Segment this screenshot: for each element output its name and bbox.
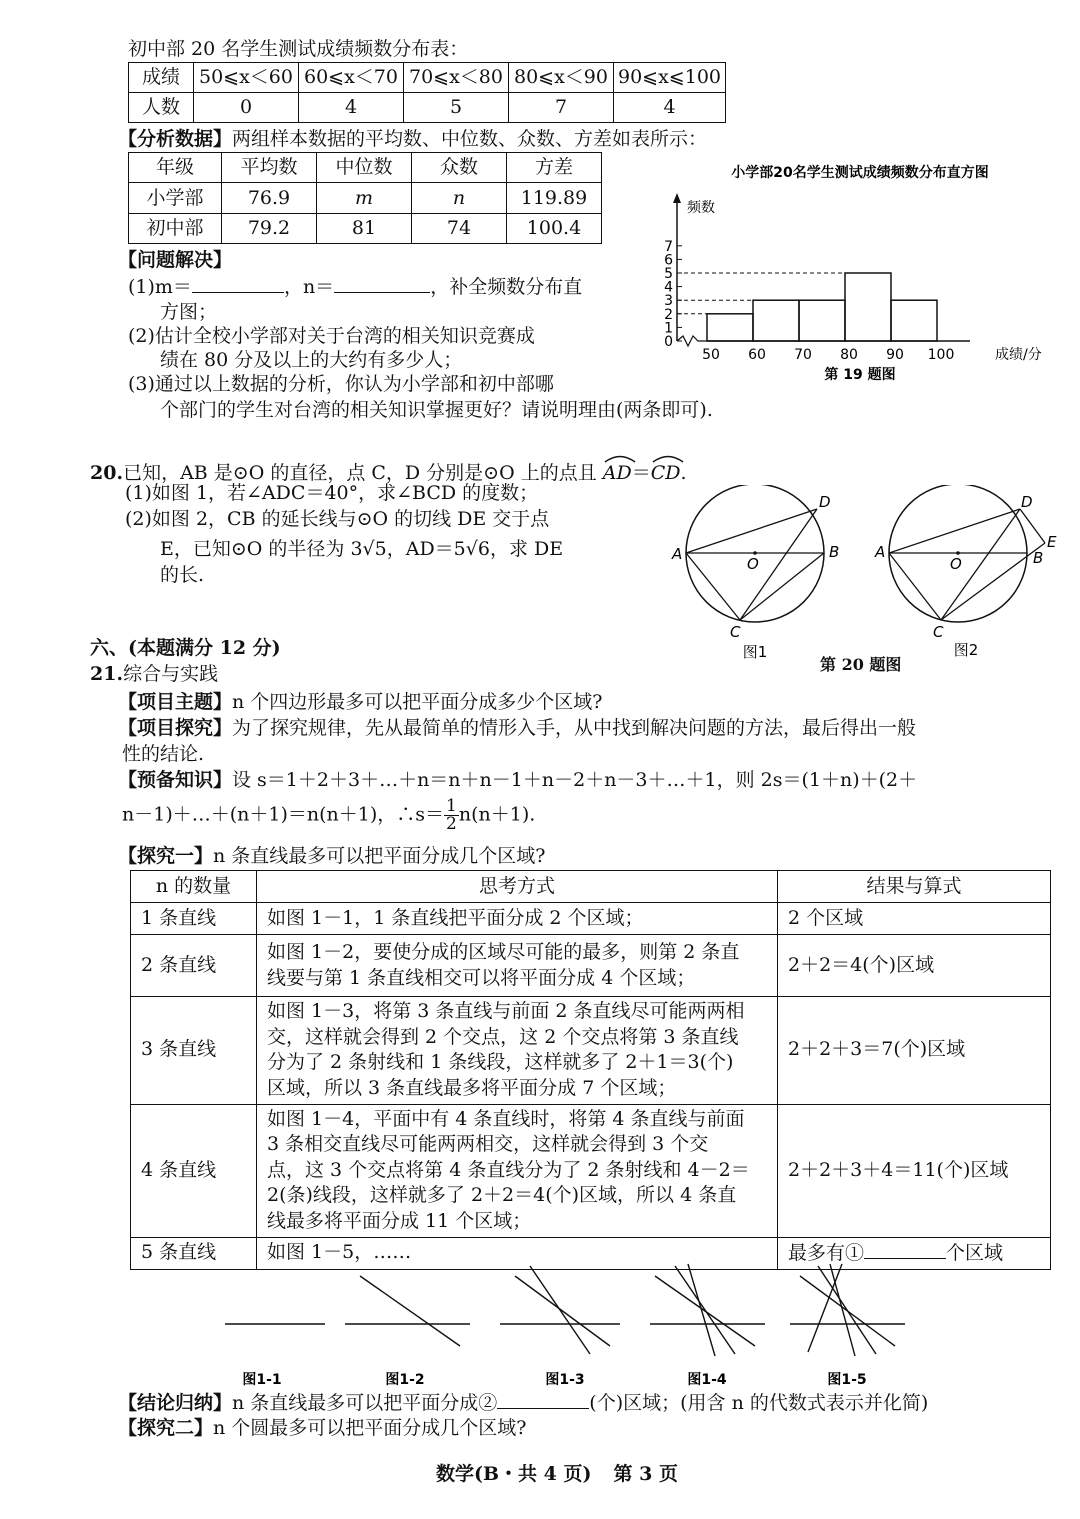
cell-line: 如图 1－3，将第 3 条直线与前面 2 条直线尽可能两两相	[267, 1000, 745, 1022]
table1-title: 初中部 20 名学生测试成绩频数分布表：	[128, 38, 469, 60]
q21-title: 综合与实践	[123, 663, 219, 685]
table-header: 众数	[412, 153, 507, 183]
table-cell: 50⩽x＜60	[194, 63, 299, 93]
histogram-bar	[753, 300, 799, 341]
figure-caption: 图1	[742, 643, 768, 661]
q20-stem-text: ＝	[631, 462, 651, 484]
explore1-text: n 条直线最多可以把平面分成几个区域?	[213, 845, 546, 867]
point-label: A	[672, 545, 683, 563]
cell-line: 3 条相交直线尽可能两两相交，这样就会得到 3 个交	[267, 1133, 709, 1156]
table-header: 结果与算式	[778, 871, 1051, 903]
explore-label: 【项目探究】	[118, 717, 233, 739]
fig1-3-line	[515, 1276, 610, 1346]
lines-exploration-table	[130, 870, 1051, 1270]
q19-part1-text: (1)m＝	[128, 276, 192, 298]
point-label: D	[819, 493, 831, 511]
conclusion-label: 【结论归纳】	[118, 1392, 233, 1414]
table-cell: 0	[194, 93, 299, 123]
y-tick-label: 0	[664, 334, 673, 350]
page-footer	[436, 1462, 678, 1487]
point-label: A	[875, 543, 886, 561]
cell-line: 如图 1－4，平面中有 4 条直线时，将第 4 条直线与前面	[267, 1107, 745, 1130]
x-tick-label: 60	[748, 347, 766, 363]
conclusion-text: n 条直线最多可以把平面分成②	[232, 1392, 498, 1414]
figure-caption: 图1-3	[545, 1372, 585, 1388]
q21-prep	[118, 768, 917, 793]
fig1-4-line	[675, 1266, 735, 1354]
table-cell: 7	[509, 93, 614, 123]
y-tick-label: 4	[664, 279, 673, 296]
figure-caption: 图1-5	[827, 1372, 867, 1388]
table-cell: 4	[614, 93, 726, 123]
table-cell: 80⩽x＜90	[509, 63, 614, 93]
table-cell: 人数	[129, 93, 194, 123]
frequency-table-junior	[128, 62, 726, 123]
point-label: C	[933, 623, 944, 641]
arc-mark-icon	[603, 453, 637, 463]
point-label: B	[829, 543, 840, 561]
theme-text: n 个四边形最多可以把平面分成多少个区域?	[232, 691, 603, 713]
fraction-denominator: 2	[446, 814, 457, 834]
y-tick-label: 7	[664, 238, 673, 255]
table-cell: 100.4	[507, 213, 602, 243]
prep-text: n(n＋1).	[458, 803, 536, 826]
table-cell	[257, 1104, 778, 1237]
arc-label: AD	[602, 462, 632, 484]
fraction	[444, 798, 459, 833]
footer-page-number: 第 3 页	[613, 1463, 678, 1485]
table-cell: 2＋2＋3＝7(个)区域	[778, 997, 1051, 1105]
q19-part1	[128, 274, 582, 300]
explore2-text: n 个圆最多可以把平面分成几个区域?	[213, 1417, 527, 1439]
q20-part2-cont: 的长.	[160, 564, 205, 586]
table-cell: 70⩽x＜80	[404, 63, 509, 93]
table-cell: 2＋2＋3＋4＝11(个)区域	[778, 1104, 1051, 1237]
y-axis-arrow	[673, 193, 681, 203]
table-cell	[257, 997, 778, 1105]
footer-subject: 数学(B・共 4 页)	[436, 1463, 592, 1485]
point-label: C	[730, 623, 741, 641]
q20-part2: (2)如图 2，CB 的延长线与⊙O 的切线 DE 交于点	[125, 508, 550, 530]
cell-line: 点，这 3 个交点将第 4 条直线分为了 2 条射线和 4－2＝	[267, 1158, 750, 1181]
q20-stem-text: 已知，AB 是⊙O 的直径，点 C，D 分别是⊙O 上的点且	[123, 462, 603, 484]
table-cell: 2＋2＝4(个)区域	[778, 935, 1051, 997]
answer-blank-2[interactable]	[497, 1390, 589, 1409]
q21-theme	[118, 690, 602, 715]
table-row	[131, 903, 1051, 935]
table-cell: 4	[299, 93, 404, 123]
figure-caption: 图1-2	[385, 1372, 425, 1388]
table-header: 思考方式	[257, 871, 778, 903]
table-row	[131, 1104, 1051, 1237]
x-tick-label: 50	[702, 347, 720, 363]
table-cell: 如图 1－5，……	[257, 1237, 778, 1269]
q19-part2: (2)估计全校小学部对关于台湾的相关知识竞赛成	[128, 325, 535, 347]
point-label: O	[747, 555, 759, 573]
figure-caption: 图1-1	[242, 1372, 282, 1388]
histogram-bar	[845, 273, 891, 341]
answer-blank-1[interactable]	[864, 1240, 946, 1259]
table-cell	[257, 935, 778, 997]
y-axis-label: 频数	[687, 200, 715, 216]
conclusion-text: (个)区域；(用含 n 的代数式表示并化简)	[589, 1392, 929, 1414]
q21-explore	[118, 716, 916, 741]
arc-ad	[603, 455, 632, 486]
question-number: 20.	[90, 462, 124, 484]
q21-prep-cont	[122, 798, 535, 833]
answer-blank-n[interactable]	[334, 274, 430, 293]
q20-figure-caption: 第 20 题图	[820, 655, 902, 674]
q20-part2-cont: E，已知⊙O 的半径为 3√5，AD＝5√6，求 DE	[160, 538, 564, 560]
table-cell: 2 条直线	[131, 935, 257, 997]
table-header: 平均数	[222, 153, 317, 183]
explore2-label: 【探究二】	[118, 1417, 214, 1439]
prep-text: n－1)＋…＋(n＋1)＝n(n＋1)，∴s＝	[122, 803, 445, 826]
q21-title-line	[90, 662, 218, 687]
q19-part2-cont: 绩在 80 分及以上的大约有多少人；	[160, 349, 463, 371]
answer-blank-m[interactable]	[192, 274, 284, 293]
cell-line: 交，这样就会得到 2 个交点，这 2 个交点将第 3 条直线	[267, 1025, 739, 1048]
table-cell: n	[412, 183, 507, 213]
result-text: 最多有①	[788, 1241, 865, 1264]
arc-label: CD	[650, 462, 681, 484]
table-cell: 79.2	[222, 213, 317, 243]
table-cell: 3 条直线	[131, 997, 257, 1105]
prep-label: 【预备知识】	[118, 769, 233, 791]
table-cell: 2 个区域	[778, 903, 1051, 935]
point-label: D	[1021, 493, 1033, 511]
point-label: O	[950, 555, 962, 573]
q20-part1: (1)如图 1，若∠ADC＝40°，求∠BCD 的度数；	[125, 482, 539, 504]
x-axis-label: 成绩/分	[995, 347, 1042, 363]
problem-label: 【问题解决】	[118, 249, 233, 271]
q19-part1-text: ，补全频数分布直	[430, 276, 583, 298]
q21-explore2	[118, 1416, 526, 1441]
table-row	[131, 935, 1051, 997]
arc-mark-icon	[651, 453, 685, 463]
table-cell: 1 条直线	[131, 903, 257, 935]
q19-part3-cont: 个部门的学生对台湾的相关知识掌握更好？请说明理由(两条即可).	[160, 399, 713, 421]
y-tick-label: 6	[664, 252, 673, 269]
histogram-bar	[891, 300, 937, 341]
fig1-5-line	[818, 1266, 876, 1354]
explore-text: 为了探究规律，先从最简单的情形入手，从中找到解决问题的方法，最后得出一般	[232, 717, 917, 739]
theme-label: 【项目主题】	[118, 691, 233, 713]
table-cell: 76.9	[222, 183, 317, 213]
section-heading: 六、(本题满分 12 分)	[90, 637, 281, 659]
analysis-line	[118, 127, 707, 152]
y-tick-label: 2	[664, 306, 673, 323]
circle-figure-2	[870, 485, 1070, 665]
analysis-label: 【分析数据】	[118, 128, 233, 150]
chart-caption: 第 19 题图	[824, 367, 896, 383]
x-tick-label: 90	[886, 347, 904, 363]
table-header: 年级	[129, 153, 222, 183]
chart-title: 小学部20名学生测试成绩频数分布直方图	[731, 165, 989, 181]
table-cell: 119.89	[507, 183, 602, 213]
table-cell: 60⩽x＜70	[299, 63, 404, 93]
fig1-4-line	[688, 1264, 715, 1356]
table-cell: 5 条直线	[131, 1237, 257, 1269]
table-cell: 90⩽x⩽100	[614, 63, 726, 93]
question-number: 21.	[90, 663, 124, 685]
table-row	[131, 997, 1051, 1105]
y-tick-label: 5	[664, 266, 673, 282]
q21-explore-cont: 性的结论.	[122, 743, 205, 765]
y-tick-label: 3	[664, 293, 673, 310]
table-cell: 成绩	[129, 63, 194, 93]
circle-figure-1	[665, 485, 855, 665]
cell-line: 如图 1－2，要使分成的区域尽可能的最多，则第 2 条直	[267, 940, 740, 963]
prep-text: 设 s＝1＋2＋3＋…＋n＝n＋n－1＋n－2＋n－3＋…＋1，则 2s＝(1＋n)＋(2＋	[232, 769, 918, 791]
q21-explore1	[118, 844, 545, 869]
point-label: E	[1047, 533, 1057, 551]
q21-conclusion	[118, 1390, 928, 1416]
q19-part1-text: ，n＝	[283, 276, 335, 298]
table-header: 中位数	[317, 153, 412, 183]
figure-caption: 图2	[953, 641, 979, 659]
y-tick-label: 1	[664, 320, 673, 337]
table-cell	[257, 903, 778, 935]
x-tick-label: 100	[927, 347, 955, 363]
table-header: 方差	[507, 153, 602, 183]
q20-stem-text: .	[680, 462, 687, 484]
cell-line: 区域，所以 3 条直线最多将平面分成 7 个区域；	[267, 1076, 677, 1099]
x-tick-label: 70	[794, 347, 812, 363]
cell-line: 线最多将平面分成 11 个区域；	[267, 1210, 532, 1233]
fig1-2-line	[360, 1276, 460, 1346]
x-tick-label: 80	[840, 347, 858, 363]
table-cell: 81	[317, 213, 412, 243]
fig1-5-line	[830, 1264, 855, 1356]
statistics-table	[128, 152, 602, 244]
cell-line: 线要与第 1 条直线相交可以将平面分成 4 个区域；	[267, 966, 696, 989]
table-cell: 5	[404, 93, 509, 123]
histogram-bar	[799, 300, 845, 341]
line-figures	[210, 1262, 910, 1392]
table-header: n 的数量	[131, 871, 257, 903]
analysis-text: 两组样本数据的平均数、中位数、众数、方差如表所示：	[232, 128, 708, 150]
cell-line: 分为了 2 条射线和 1 条线段，这样就多了 2＋1＝3(个)	[267, 1051, 734, 1074]
q19-part3: (3)通过以上数据的分析，你认为小学部和初中部哪	[128, 373, 554, 395]
table-cell: 小学部	[129, 183, 222, 213]
point-label: B	[1033, 549, 1044, 567]
table-cell: 4 条直线	[131, 1104, 257, 1237]
table-cell: 74	[412, 213, 507, 243]
table-cell: m	[317, 183, 412, 213]
table-cell: 初中部	[129, 213, 222, 243]
cell-line: 如图 1－1，1 条直线把平面分成 2 个区域；	[267, 906, 644, 929]
q19-part1-cont: 方图；	[160, 301, 218, 323]
result-text: 个区域	[946, 1241, 1004, 1264]
figure-caption: 图1-4	[687, 1372, 727, 1388]
cell-line: 2(条)线段，这样就多了 2＋2＝4(个)区域，所以 4 条直	[267, 1184, 737, 1207]
explore1-label: 【探究一】	[118, 845, 214, 867]
fig1-3-line	[530, 1266, 590, 1354]
histogram-chart	[655, 155, 1065, 390]
histogram-bar	[707, 314, 753, 341]
arc-cd	[651, 455, 681, 486]
fraction-numerator: 1	[446, 796, 457, 816]
